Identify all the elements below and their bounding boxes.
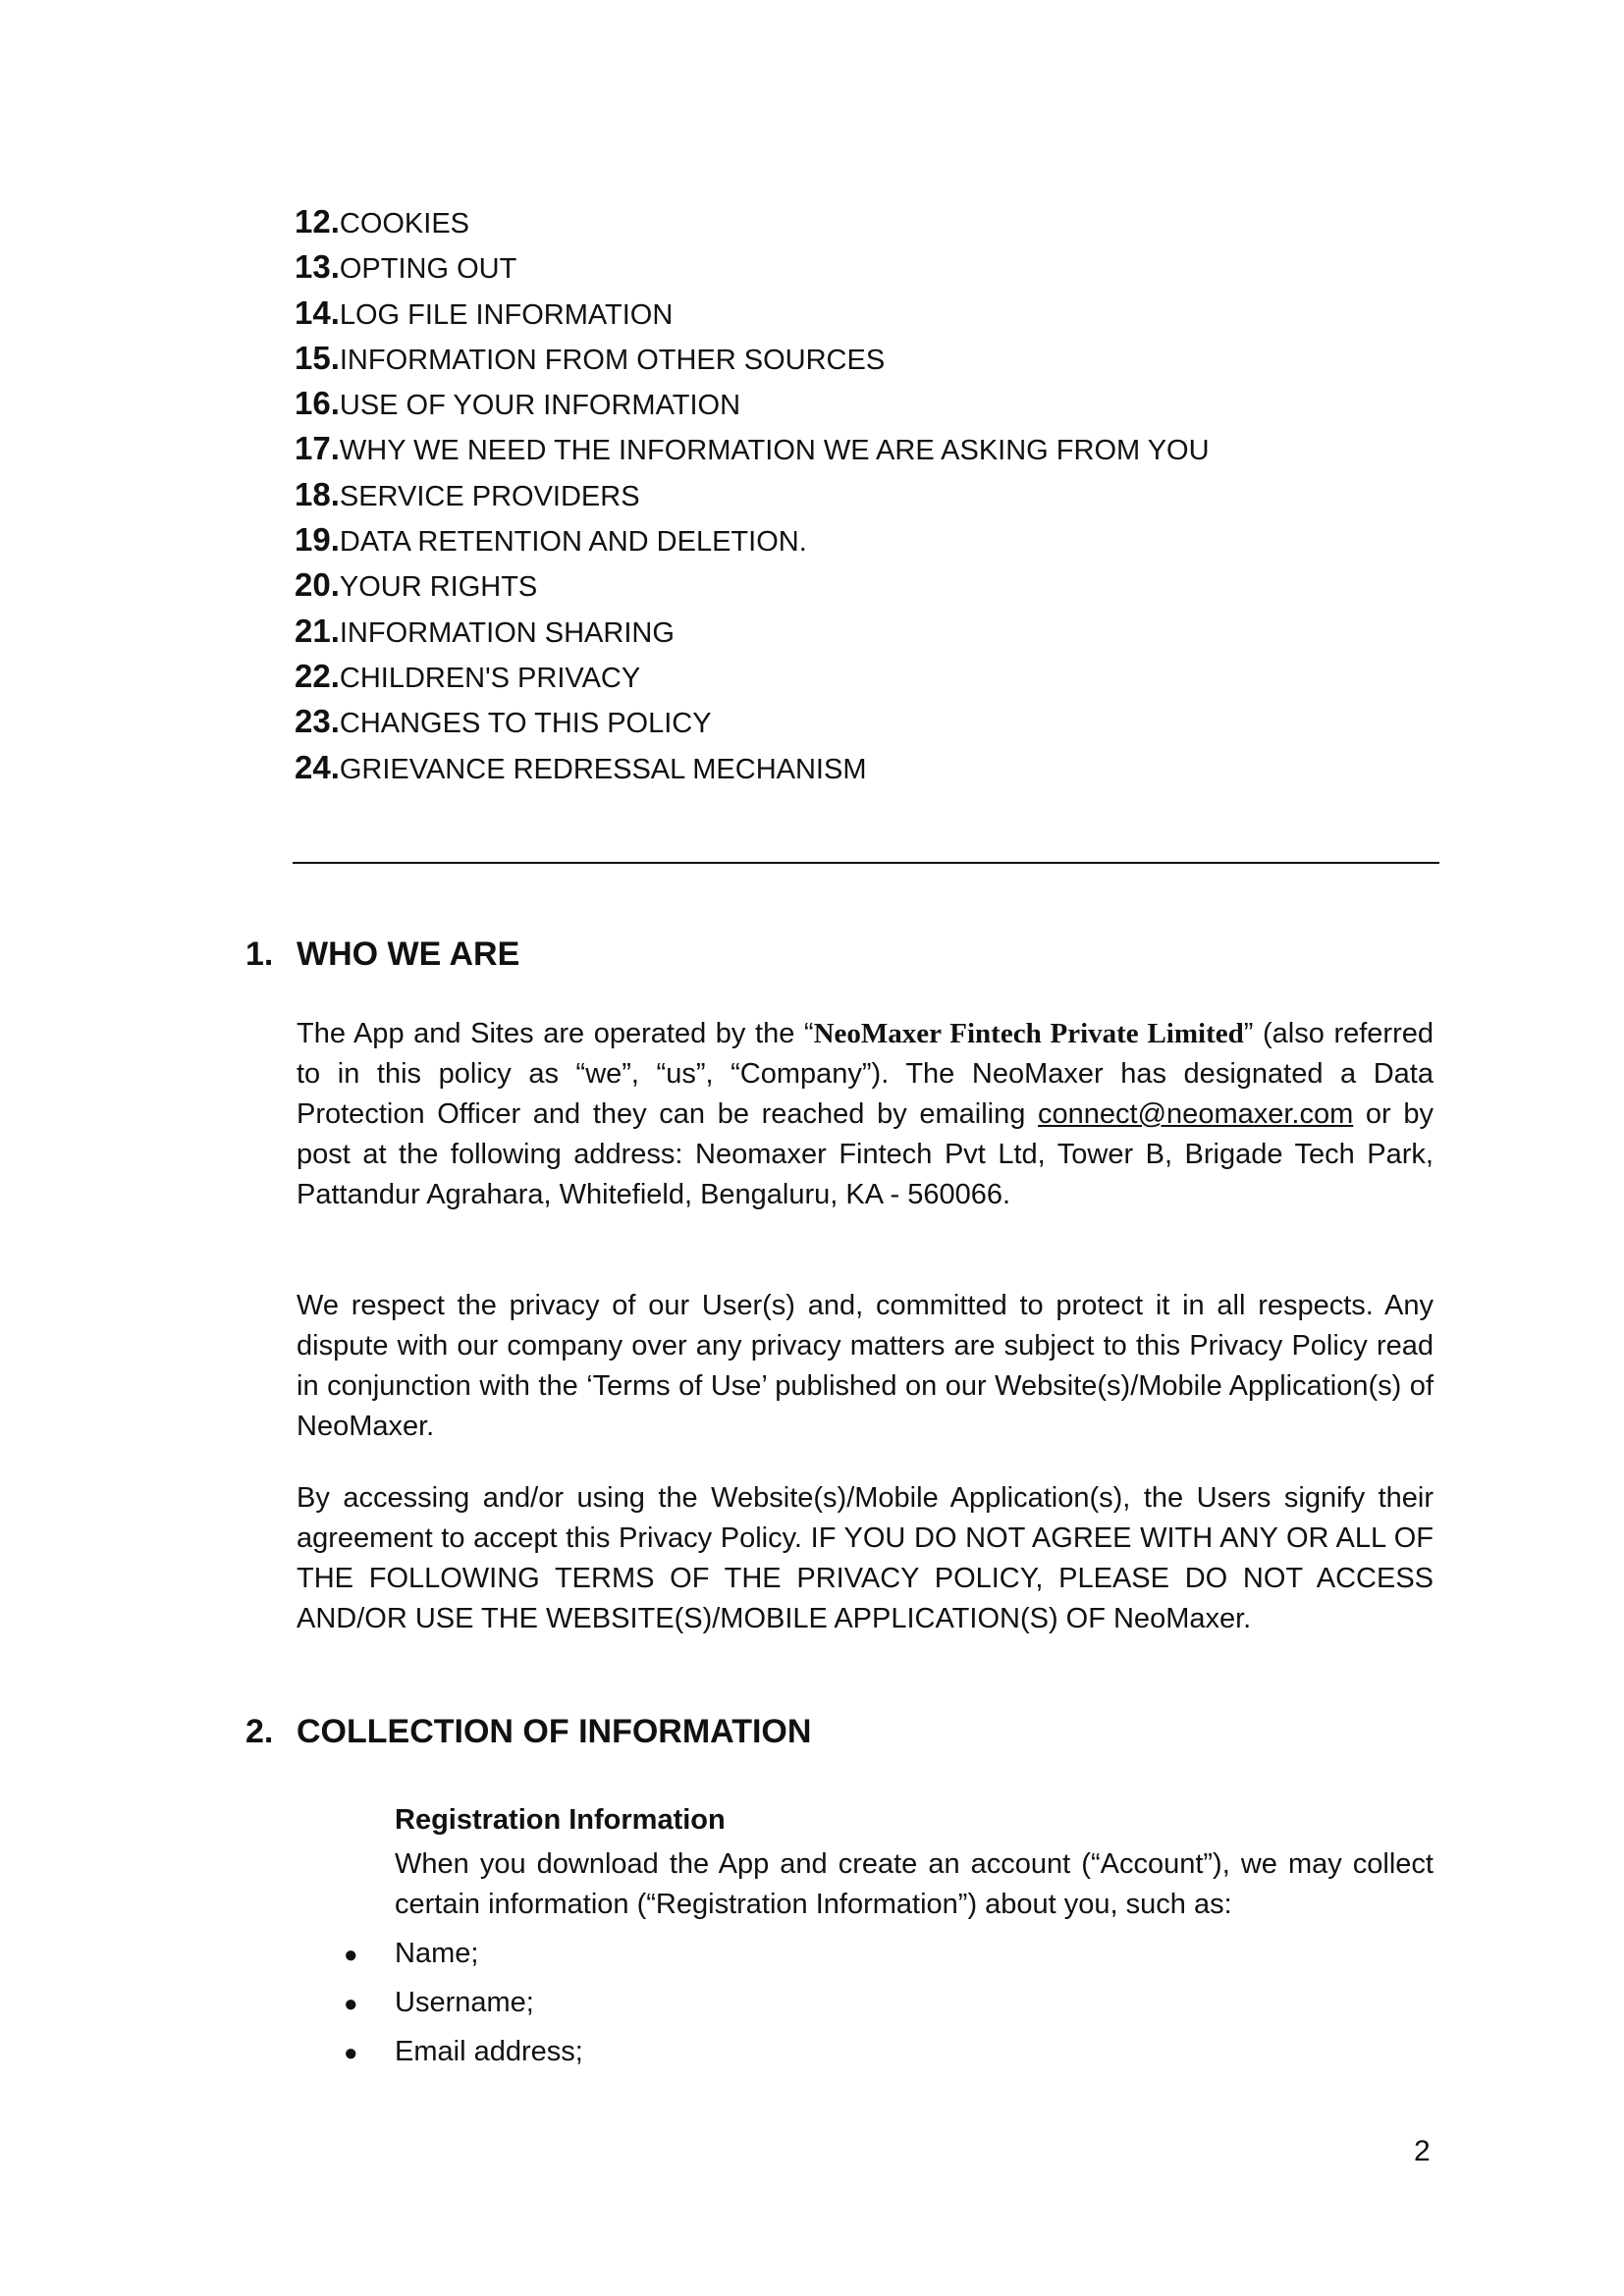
bullet-icon: ● (344, 1991, 358, 2017)
section-heading-collection (245, 1713, 811, 1751)
toc-label: COOKIES (339, 208, 470, 240)
toc-label: GRIEVANCE REDRESSAL MECHANISM (339, 753, 867, 785)
email-link[interactable]: connect@neomaxer.com (1038, 1098, 1354, 1130)
section-title: WHO WE ARE (297, 935, 520, 973)
paragraph-agreement: By accessing and/or using the Website(s)/Mobile Application(s), the Users signify their agreement to accept this Privacy Policy. IF YOU DO NOT AGREE WITH ANY OR ALL OF THE FOLLOWING TERMS OF THE PRIVACY POLICY, PLEASE DO NOT ACCESS AND/OR USE THE WEBSITE(S)/MOBILE APPLICATION(S) OF NeoMaxer. (297, 1482, 1434, 1634)
toc-label: OPTING OUT (339, 253, 517, 286)
toc-item[interactable] (295, 199, 1210, 244)
section-number: 2. (245, 1713, 274, 1750)
section-divider (293, 862, 1439, 864)
toc-number: 24. (295, 748, 340, 785)
toc-item[interactable] (295, 609, 1210, 654)
toc-label: INFORMATION SHARING (339, 616, 675, 649)
section-heading-who-we-are (245, 935, 519, 974)
subheading-registration-information: Registration Information (395, 1804, 726, 1836)
toc-label: WHY WE NEED THE INFORMATION WE ARE ASKING FROM YOU (339, 435, 1210, 467)
registration-fields-list (344, 1934, 583, 2081)
toc-number: 21. (295, 612, 340, 649)
toc-number: 15. (295, 339, 340, 376)
section-title: COLLECTION OF INFORMATION (297, 1713, 812, 1750)
toc-item[interactable] (295, 381, 1210, 426)
toc-number: 12. (295, 203, 340, 240)
company-name: NeoMaxer Fintech Private Limited (813, 1018, 1244, 1049)
toc-number: 23. (295, 703, 340, 740)
toc-label: CHANGES TO THIS POLICY (339, 708, 712, 740)
toc-label: YOUR RIGHTS (339, 571, 538, 604)
toc-number: 18. (295, 475, 340, 512)
toc-number: 17. (295, 430, 340, 467)
bullet-icon: ● (344, 2040, 358, 2066)
toc-item[interactable] (295, 426, 1210, 471)
toc-item[interactable] (295, 517, 1210, 562)
toc-label: SERVICE PROVIDERS (339, 480, 640, 512)
bullet-icon: ● (344, 1942, 358, 1968)
toc-number: 22. (295, 657, 340, 694)
table-of-contents (295, 199, 1210, 790)
page-number: 2 (1414, 2135, 1431, 2167)
list-item-text: Username; (395, 1987, 534, 2018)
toc-item[interactable] (295, 244, 1210, 290)
toc-number: 20. (295, 566, 340, 604)
toc-number: 14. (295, 294, 340, 331)
toc-label: LOG FILE INFORMATION (339, 298, 674, 331)
toc-number: 16. (295, 385, 340, 422)
paragraph-privacy-respect: We respect the privacy of our User(s) and, committed to protect it in all respects. Any dispute with our company over any privacy matters are subject to this Privacy Policy read in conjunction with the ‘Terms of Use’ published on our Website(s)/Mobile Application(s) of NeoMaxer. (297, 1290, 1434, 1442)
toc-item[interactable] (295, 562, 1210, 608)
list-item-text: Email address; (395, 2036, 583, 2067)
toc-item[interactable] (295, 291, 1210, 336)
list-item (344, 2032, 583, 2081)
toc-label: INFORMATION FROM OTHER SOURCES (339, 344, 886, 376)
text-run: ” (also referred to in this policy as “we”, “us”, “Company”). The NeoMaxer has designated a Data Protection Officer and they can be reached by emailing (297, 1018, 1434, 1130)
paragraph-operator-info (297, 1014, 1434, 1215)
toc-item[interactable] (295, 654, 1210, 699)
list-item (344, 1983, 583, 2032)
toc-item[interactable] (295, 745, 1210, 790)
text-run: or by post at the following address: Neomaxer Fintech Pvt Ltd, Tower B, Brigade Tech Park, Pattandur Agrahara, Whitefield, Bengaluru, KA - 560066. (297, 1098, 1435, 1210)
toc-number: 19. (295, 521, 340, 559)
toc-item[interactable] (295, 336, 1210, 381)
text-run: The App and Sites are operated by the “ (297, 1018, 814, 1049)
toc-label: CHILDREN'S PRIVACY (339, 662, 641, 694)
toc-label: USE OF YOUR INFORMATION (339, 390, 741, 422)
toc-item[interactable] (295, 472, 1210, 517)
list-item (344, 1934, 583, 1983)
section-number: 1. (245, 935, 274, 973)
toc-label: DATA RETENTION AND DELETION. (339, 526, 807, 559)
toc-number: 13. (295, 248, 340, 286)
toc-item[interactable] (295, 699, 1210, 744)
list-item-text: Name; (395, 1938, 479, 1969)
paragraph-registration-intro: When you download the App and create an account (“Account”), we may collect certain information (“Registration Information”) about you, such as: (395, 1848, 1434, 1920)
